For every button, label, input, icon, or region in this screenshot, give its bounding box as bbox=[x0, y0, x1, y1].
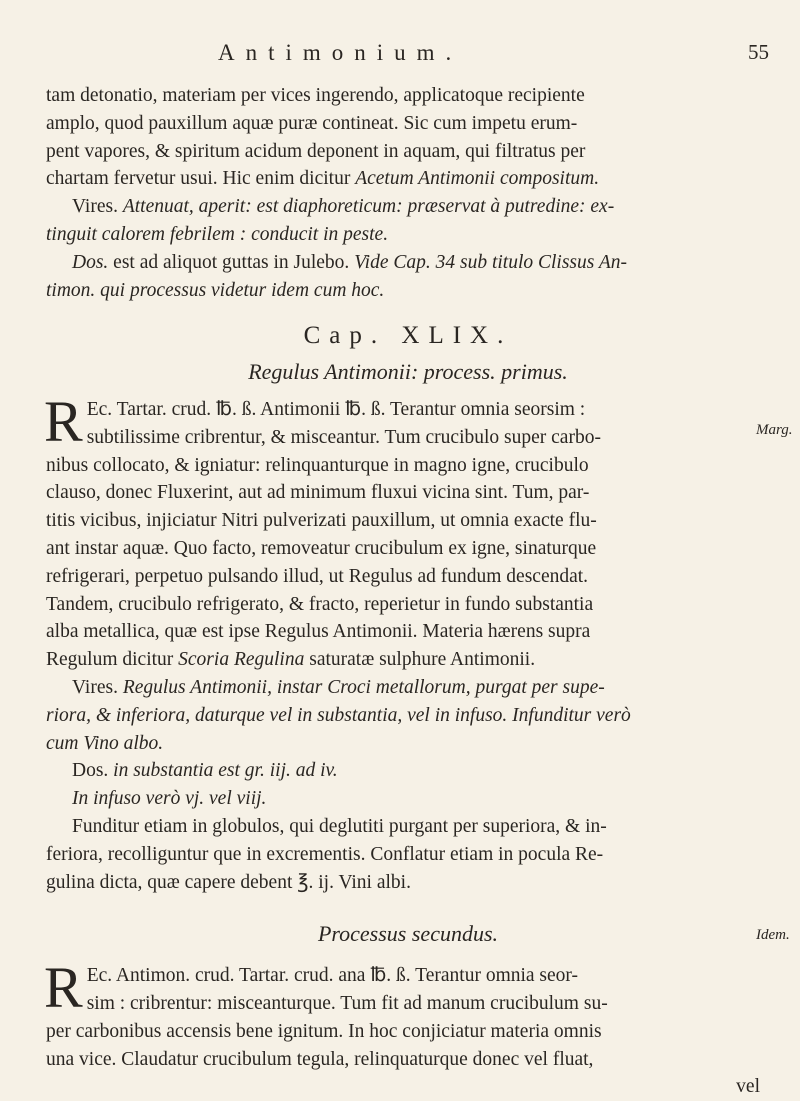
text-span: Regulum dicitur bbox=[46, 649, 179, 671]
chapter-subtitle: Regulus Antimonii: process. primus. bbox=[248, 359, 568, 385]
vires-label: Vires. bbox=[72, 676, 123, 698]
text-line: pent vapores, & spiritum acidum deponent in aquam, qui filtratus per bbox=[46, 140, 586, 162]
text-line: subtilissime cribrentur, & misceantur. Tum crucibulo super carbo- bbox=[86, 426, 601, 448]
text-line: In infuso verò vj. vel viij. bbox=[72, 788, 267, 810]
margin-note: Idem. bbox=[756, 927, 790, 943]
text-line: Tandem, crucibulo refrigerato, & fracto, reperietur in fundo substantia bbox=[46, 593, 594, 615]
body-text bbox=[46, 82, 770, 1101]
text-line bbox=[46, 646, 770, 674]
text-line: gulina dicta, quæ capere debent ℥. ij. Vini albi. bbox=[46, 871, 411, 893]
text-line: titis vicibus, injiciatur Nitri pulverizati pauxillum, ut omnia exacte flu- bbox=[46, 510, 597, 532]
margin-note: Marg. bbox=[756, 422, 793, 438]
text-line: sim : cribrentur: misceanturque. Tum fit ad manum crucibulum su- bbox=[86, 992, 608, 1014]
text-line: ant instar aquæ. Quo facto, removeatur crucibulum ex igne, sinaturque bbox=[46, 537, 597, 559]
section-heading: Processus secundus. bbox=[317, 921, 499, 947]
running-title: Antimonium. bbox=[218, 40, 463, 65]
text-span: est ad aliquot guttas in Julebo. bbox=[113, 251, 355, 273]
text-line: amplo, quod pauxillum aquæ puræ contineat. Sic cum impetu erum- bbox=[46, 112, 578, 134]
text-line bbox=[46, 193, 770, 221]
text-line: refrigerari, perpetuo pulsando illud, ut Regulus ad fundum descendat. bbox=[46, 565, 589, 587]
text-line bbox=[46, 249, 770, 277]
dose-label: Dos. bbox=[72, 251, 114, 273]
text-span: saturatæ sulphure Antimonii. bbox=[304, 649, 536, 671]
text-line: alba metallica, quæ est ipse Regulus Antimonii. Materia hærens supra bbox=[46, 621, 591, 643]
vires-text: Regulus Antimonii, instar Croci metallorum, purgat per supe- bbox=[122, 676, 605, 698]
text-line: tam detonatio, materiam per vices ingerendo, applicatoque recipiente bbox=[46, 85, 585, 106]
vires-label: Vires. bbox=[72, 196, 123, 218]
text-line: per carbonibus accensis bene ignitum. In hoc conjiciatur materia omnis bbox=[46, 1020, 602, 1042]
text-line: feriora, recolliguntur que in excrementis. Conflatur etiam in pocula Re- bbox=[46, 843, 604, 865]
text-span: Ec. Tartar. crud. ℔. ß. Antimonii ℔. ß. Terantur omnia seorsim : bbox=[86, 398, 586, 420]
text-line: clauso, donec Fluxerint, aut ad minimum fluxui vicina sint. Tum, par- bbox=[46, 482, 590, 504]
text-line: tinguit calorem febrilem : conducit in peste. bbox=[46, 223, 389, 245]
text-line bbox=[46, 674, 770, 702]
text-line: Funditur etiam in globulos, qui deglutiti purgant per superiora, & in- bbox=[72, 815, 607, 837]
text-line bbox=[46, 757, 770, 785]
drop-cap: R bbox=[44, 388, 83, 454]
text-line: una vice. Claudatur crucibulum tegula, relinquaturque donec vel fluat, bbox=[46, 1048, 594, 1070]
drop-cap: R bbox=[44, 955, 83, 1021]
text-line: nibus collocato, & igniatur: relinquanturque in magno igne, crucibulo bbox=[46, 454, 589, 476]
text-line: riora, & inferiora, daturque vel in substantia, vel in infuso. Infunditur verò bbox=[46, 704, 631, 726]
text-line: cum Vino albo. bbox=[46, 732, 164, 754]
text-span: Ec. Antimon. crud. Tartar. crud. ana ℔. ß. Terantur omnia seor- bbox=[86, 965, 579, 987]
dose-text: in substantia est gr. iij. ad iv. bbox=[113, 760, 338, 782]
text-line bbox=[46, 165, 770, 193]
vires-text: Attenuat, aperit: est diaphoreticum: præservat à putredine: ex- bbox=[122, 196, 615, 218]
catchword: vel bbox=[736, 1076, 760, 1098]
remedy-name: Acetum Antimonii compositum. bbox=[355, 168, 600, 190]
scoria-name: Scoria Regulina bbox=[178, 649, 305, 671]
cross-reference: Vide Cap. 34 sub titulo Clissus An- bbox=[354, 251, 628, 273]
chapter-heading: Cap. XLIX. bbox=[303, 322, 513, 350]
dose-label: Dos. bbox=[72, 760, 114, 782]
text-line: timon. qui processus videtur idem cum hoc. bbox=[46, 279, 385, 301]
page-number: 55 bbox=[748, 40, 769, 64]
text-span: chartam fervetur usui. Hic enim dicitur bbox=[46, 168, 356, 190]
